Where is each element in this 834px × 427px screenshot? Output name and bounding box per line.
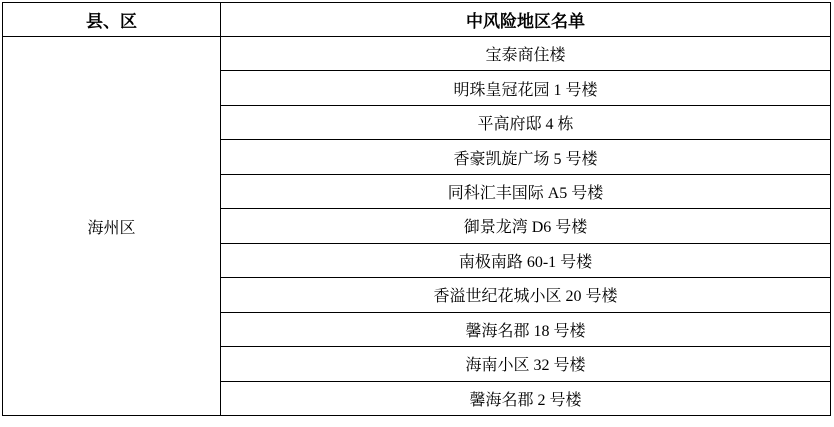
area-cell: 平高府邸 4 栋: [221, 105, 831, 139]
table-row: [3, 37, 831, 71]
area-cell: 馨海名郡 2 号楼: [221, 381, 831, 415]
area-cell: 同科汇丰国际 A5 号楼: [221, 174, 831, 208]
area-cell: 明珠皇冠花园 1 号楼: [221, 71, 831, 105]
area-cell: 宝泰商住楼: [221, 37, 831, 71]
area-cell: 南极南路 60-1 号楼: [221, 243, 831, 277]
district-cell: 海州区: [3, 37, 221, 416]
header-areas-column: 中风险地区名单: [221, 3, 831, 37]
area-cell: 馨海名郡 18 号楼: [221, 312, 831, 346]
header-row: [3, 3, 831, 37]
area-cell: 香豪凯旋广场 5 号楼: [221, 140, 831, 174]
header-district-column: 县、区: [3, 3, 221, 37]
area-cell: 御景龙湾 D6 号楼: [221, 209, 831, 243]
area-cell: 香溢世纪花城小区 20 号楼: [221, 278, 831, 312]
medium-risk-area-table: [2, 2, 831, 416]
area-cell: 海南小区 32 号楼: [221, 347, 831, 381]
